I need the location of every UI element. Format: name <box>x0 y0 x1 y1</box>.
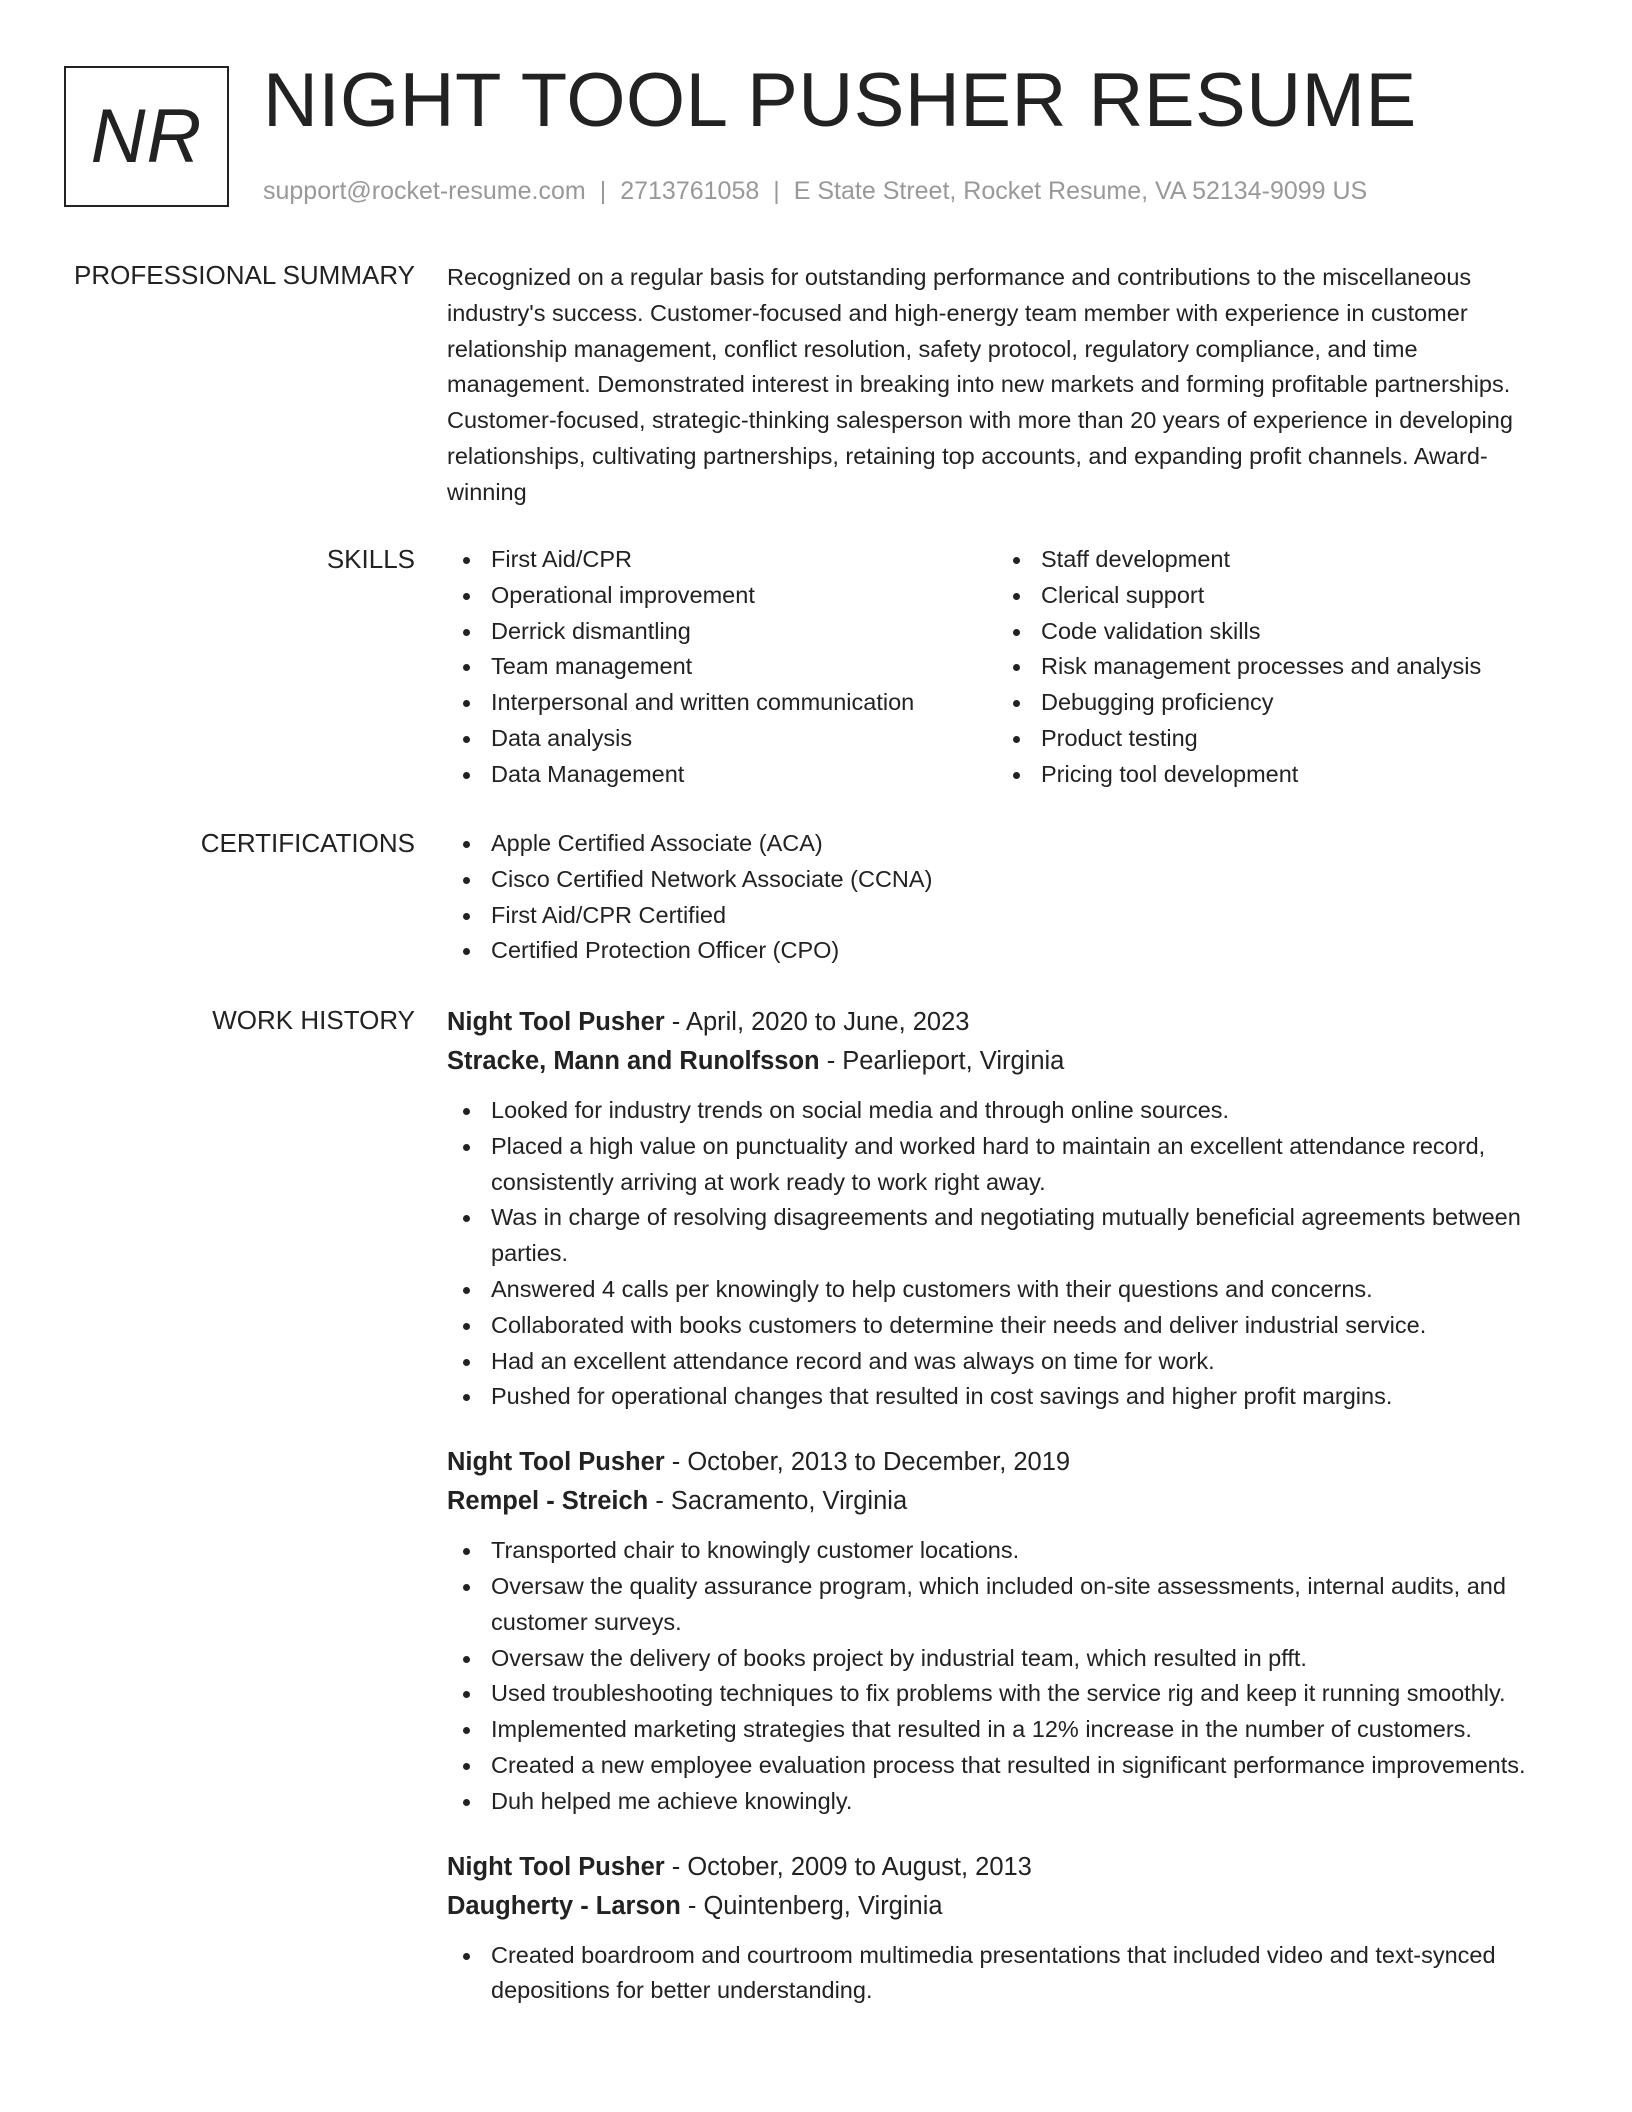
list-item: Cisco Certified Network Associate (CCNA) <box>447 862 1567 898</box>
list-item: Was in charge of resolving disagreements and negotiating mutually beneficial agreements between parties. <box>447 1200 1567 1272</box>
list-item: Data analysis <box>447 721 997 757</box>
job-bullets <box>447 1938 1567 2010</box>
skills-body <box>447 542 1567 793</box>
list-item: Pushed for operational changes that resulted in cost savings and higher profit margins. <box>447 1379 1567 1415</box>
job-company: Daugherty - Larson <box>447 1891 681 1920</box>
list-item: Clerical support <box>997 578 1547 614</box>
list-item: Duh helped me achieve knowingly. <box>447 1784 1567 1820</box>
job-location: - Sacramento, Virginia <box>648 1487 908 1516</box>
list-item: Pricing tool development <box>997 757 1547 793</box>
job-title-line <box>447 1003 1567 1041</box>
list-item: Code validation skills <box>997 614 1547 650</box>
certifications-list <box>447 826 1567 969</box>
list-item: Looked for industry trends on social media and through online sources. <box>447 1093 1567 1129</box>
skills-list-right <box>997 542 1547 793</box>
certifications-heading: CERTIFICATIONS <box>200 828 415 858</box>
list-item: Oversaw the delivery of books project by industrial team, which resulted in pfft. <box>447 1641 1567 1677</box>
list-item: Risk management processes and analysis <box>997 649 1547 685</box>
list-item: Debugging proficiency <box>997 685 1547 721</box>
monogram-badge <box>64 66 229 207</box>
job-title-line <box>447 1848 1567 1886</box>
list-item: Apple Certified Associate (ACA) <box>447 826 1567 862</box>
contact-line <box>263 176 1367 206</box>
job-entry <box>447 1443 1567 1819</box>
list-item: First Aid/CPR <box>447 542 997 578</box>
contact-separator: | <box>773 177 780 205</box>
job-title: Night Tool Pusher <box>447 1852 665 1881</box>
resume-title: NIGHT TOOL PUSHER RESUME <box>263 58 1417 143</box>
job-company: Stracke, Mann and Runolfsson <box>447 1047 820 1075</box>
job-dates: - April, 2020 to June, 2023 <box>664 1008 970 1036</box>
job-title-line <box>447 1443 1567 1481</box>
list-item: Created a new employee evaluation process that resulted in significant performance improvements. <box>447 1748 1567 1784</box>
job-location: - Quintenberg, Virginia <box>680 1891 943 1920</box>
list-item: Created boardroom and courtroom multimedia presentations that included video and text-synced depositions for better understanding. <box>447 1938 1567 2010</box>
list-item: Implemented marketing strategies that resulted in a 12% increase in the number of customers. <box>447 1712 1567 1748</box>
list-item: Data Management <box>447 757 997 793</box>
skills-heading: SKILLS <box>326 544 415 574</box>
work-history-body <box>447 1003 1567 2037</box>
summary-body <box>447 260 1567 511</box>
job-company-line <box>447 1886 1567 1926</box>
job-location: - Pearlieport, Virginia <box>819 1047 1065 1075</box>
job-title: Night Tool Pusher <box>447 1008 665 1036</box>
list-item: Certified Protection Officer (CPO) <box>447 933 1567 969</box>
list-item: Team management <box>447 649 997 685</box>
job-company: Rempel - Streich <box>447 1487 649 1516</box>
contact-phone: 2713761058 <box>620 177 760 205</box>
list-item: Answered 4 calls per knowingly to help customers with their questions and concerns. <box>447 1272 1567 1308</box>
list-item: Collaborated with books customers to determine their needs and deliver industrial service. <box>447 1308 1567 1344</box>
job-entry <box>447 1003 1567 1415</box>
job-company-line <box>447 1041 1567 1081</box>
contact-email: support@rocket-resume.com <box>263 177 586 205</box>
list-item: Placed a high value on punctuality and worked hard to maintain an excellent attendance record, consistently arriving at work ready to work right away. <box>447 1129 1567 1201</box>
contact-address: E State Street, Rocket Resume, VA 52134-9099 US <box>793 177 1368 205</box>
skills-list-left <box>447 542 997 793</box>
job-entry <box>447 1848 1567 2010</box>
contact-separator: | <box>599 177 607 205</box>
list-item: Transported chair to knowingly customer locations. <box>447 1533 1567 1569</box>
job-title: Night Tool Pusher <box>447 1448 665 1477</box>
list-item: Operational improvement <box>447 578 997 614</box>
work-history-heading: WORK HISTORY <box>212 1005 415 1035</box>
list-item: First Aid/CPR Certified <box>447 898 1567 934</box>
job-company-line <box>447 1481 1567 1521</box>
summary-heading: PROFESSIONAL SUMMARY <box>74 260 415 290</box>
job-dates: - October, 2013 to December, 2019 <box>664 1448 1071 1477</box>
list-item: Staff development <box>997 542 1547 578</box>
list-item: Derrick dismantling <box>447 614 997 650</box>
list-item: Interpersonal and written communication <box>447 685 997 721</box>
list-item: Product testing <box>997 721 1547 757</box>
job-bullets <box>447 1093 1567 1415</box>
summary-text: Recognized on a regular basis for outstanding performance and contributions to the miscellaneous industry's success. Customer-focused and high-energy team member with experience in customer relationship management, conflict resolution, safety protocol, regulatory compliance, and time management. Demonstrated interest in breaking into new markets and forming profitable partnerships. Customer-focused, strategic-thinking salesperson with more than 20 years of experience in developing relationships, cultivating partnerships, retaining top accounts, and expanding profit channels. Award-winning <box>447 264 1513 505</box>
list-item: Had an excellent attendance record and was always on time for work. <box>447 1344 1567 1380</box>
list-item: Oversaw the quality assurance program, which included on-site assessments, internal audits, and customer surveys. <box>447 1569 1567 1641</box>
monogram-initials: NR <box>90 94 203 179</box>
certifications-body <box>447 826 1567 969</box>
list-item: Used troubleshooting techniques to fix problems with the service rig and keep it running smoothly. <box>447 1676 1567 1712</box>
job-dates: - October, 2009 to August, 2013 <box>664 1852 1032 1881</box>
job-bullets <box>447 1533 1567 1819</box>
